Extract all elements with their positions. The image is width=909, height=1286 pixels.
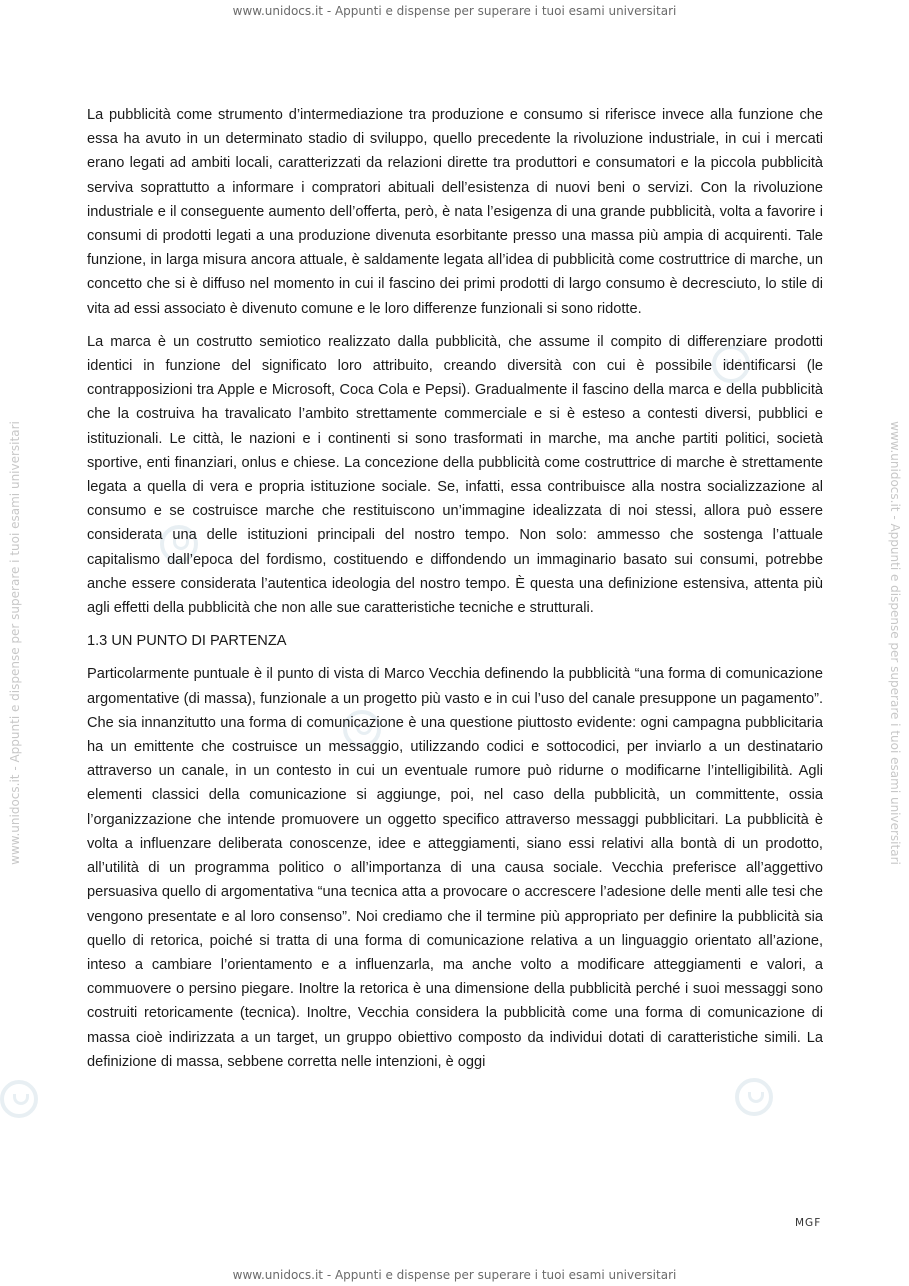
- page-footer: MGF: [795, 1217, 822, 1229]
- document-body: [87, 103, 823, 1083]
- paragraph: La marca è un costrutto semiotico realizzato dalla pubblicità, che assume il compito di differenziare prodotti identici in funzione del significato loro attribuito, creando diversità con cui è possibile identificarsi (le contrapposizioni tra Apple e Microsoft, Coca Cola e Pepsi). Gradualmente il fascino della marca e della pubblicità che la costruiva ha travalicato l’ambito strettamente commerciale e si è esteso a contesti diversi, pubblici e istituzionali. Le città, le nazioni e i continenti si sono trasformati in marche, ma anche partiti politici, società sportive, enti finanziari, onlus e chiese. La concezione della pubblicità come costruttrice di marche è strettamente legata a quella di vera e propria istituzione sociale. Se, infatti, essa contribuisce alla nostra socializzazione al consumo e se costruisce marche che restituiscono un’immagine idealizzata di noi stessi, allora può essere considerata una delle istituzioni principali del nostro tempo. Non solo: ammesso che sostenga l’attuale capitalismo dall’epoca del fordismo, costituendo e diffondendo un immaginario basato sui consumi, potrebbe anche essere considerata l’autentica ideologia del nostro tempo. È questa una definizione estensiva, attenta più agli effetti della pubblicità che non alle sue caratteristiche tecniche e strutturali.: [87, 333, 823, 617]
- paragraph: La pubblicità come strumento d’intermediazione tra produzione e consumo si riferisce invece alla funzione che essa ha avuto in un determinato stadio di sviluppo, quello precedente la rivoluzione industriale, in cui i mercati erano legati ad ambiti locali, caratterizzati da relazioni dirette tra produttori e consumatori e la piccola pubblicità serviva soprattutto a informare i compratori abituali dell’esistenza di nuovi beni o servizi. Con la rivoluzione industriale e il conseguente aumento dell’offerta, però, è nata l’esigenza di una grande pubblicità, volta a favorire i consumi di prodotti legati a una produzione divenuta esorbitante presso una massa più ampia di acquirenti. Tale funzione, in larga misura ancora attuale, è saldamente legata all’idea di pubblicità come costruttrice di marche, un concetto che si è diffuso nel momento in cui il fascino dei primi prodotti di largo consumo è decresciuto, lo stile di vita ad essi associato è divenuto comune e le loro differenze funzionali si sono ridotte.: [87, 107, 823, 317]
- left-side-watermark: www.unidocs.it - Appunti e dispense per superare i tuoi esami universitari: [8, 421, 22, 865]
- unidocs-logo-icon: [735, 1078, 773, 1116]
- paragraph: Particolarmente puntuale è il punto di vista di Marco Vecchia definendo la pubblicità “una forma di comunicazione argomentative (di massa), funzionale a un progetto più vasto e in cui l’uso del canale presuppone un pagamento”. Che sia innanzitutto una forma di comunicazione è una questione piuttosto evidente: ogni campagna pubblicitaria ha un emittente che costruisce un messaggio, utilizzando codici e sottocodici, per inviarlo a un destinatario attraverso un canale, in un contesto in cui un eventuale rumore può ridurne o modificarne l’intelligibilità. Agli elementi classici della comunicazione si aggiunge, poi, nel caso della pubblicità, un committente, ossia l’organizzazione che intende promuovere un oggetto specifico attraverso messaggi pubblicitari. La pubblicità è volta a influenzare deliberata conoscenze, idee e atteggiamenti, siano essi relativi alla bontà di un prodotto, all’utilità di un programma politico o all’importanza di una causa sociale. Vecchia preferisce all’aggettivo persuasiva quello di argomentativa “una tecnica atta a provocare o accrescere l’adesione delle menti alle tesi che vengono presentate e al loro consenso”. Noi crediamo che il termine più appropriato per definire la pubblicità sia quello di retorica, poiché si tratta di una forma di comunicazione relativa a un linguaggio orientato all’azione, inteso a cambiare l’orientamento e a influenzarla, ma anche volto a modificare atteggiamenti e valori, a commuovere o persino piegare. Inoltre la retorica è una dimensione della pubblicità perché i suoi messaggi sono costruiti retoricamente (tecnica). Inoltre, Vecchia considera la pubblicità come una forma di comunicazione di massa cioè indirizzata a un target, un gruppo obiettivo composto da individui dotati di caratteristiche simili. La definizione di massa, sebbene corretta nelle intenzioni, è oggi: [87, 666, 823, 1070]
- bottom-banner: www.unidocs.it - Appunti e dispense per superare i tuoi esami universitari: [232, 1268, 677, 1282]
- unidocs-logo-icon: [0, 1080, 38, 1118]
- top-banner: www.unidocs.it - Appunti e dispense per superare i tuoi esami universitari: [232, 4, 677, 18]
- right-side-watermark: www.unidocs.it - Appunti e dispense per superare i tuoi esami universitari: [888, 421, 902, 865]
- section-heading: 1.3 UN PUNTO DI PARTENZA: [87, 633, 287, 650]
